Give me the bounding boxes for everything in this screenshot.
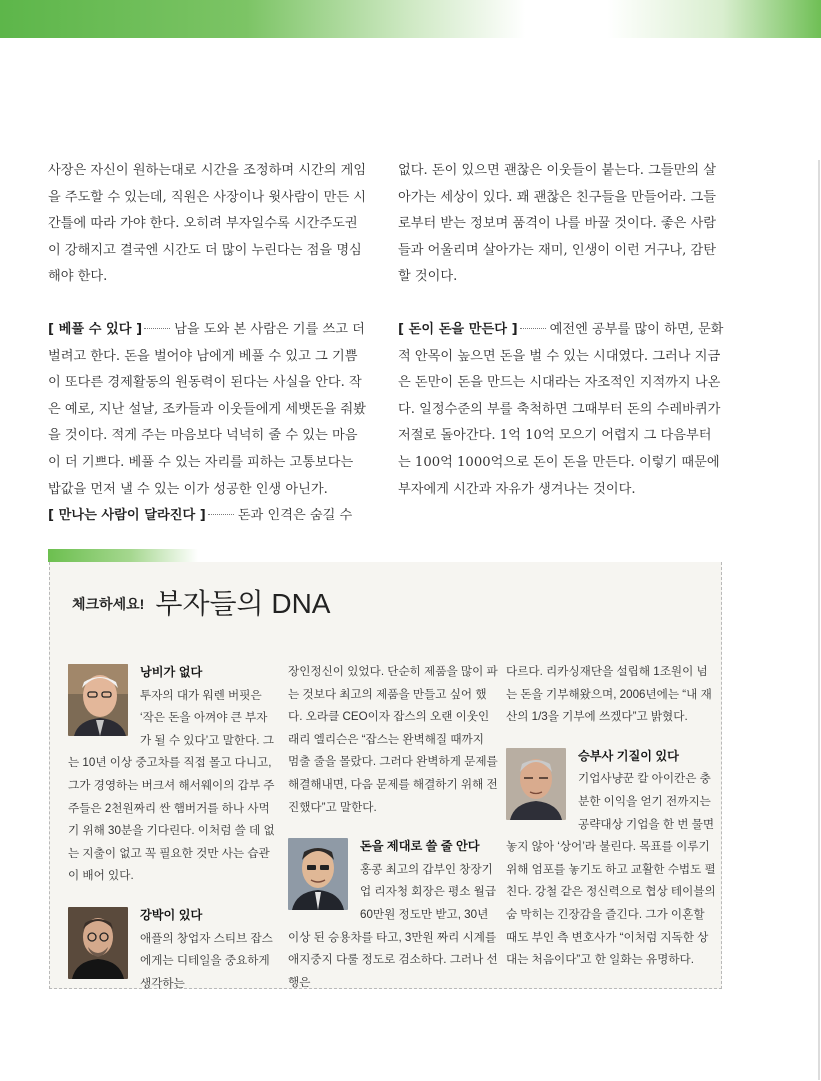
section-text: 남을 도와 본 사람은 기를 쓰고 더 벌려고 한다. 돈을 벌어야 남에게 베풀 수 있고 그 기쁨이 또다른 경제활동의 원동력이 된다는 사실을 안다. 작은 예로, 지난 설날, 조카들과 이웃들에게 세뱃돈을 줘봤을 것이다. 적게 주는 마음보다 넉넉히 줄 수 있는 마음이 더 기쁘다. 베풀 수 있는 자리를 피하는 고통보다는 밥값을 먼저 낼 수 있는 이가 성공한 인생 아닌가.: [48, 321, 366, 497]
page-edge-rule: [818, 160, 820, 1080]
top-accent-bar: [0, 0, 821, 38]
section-heading: [ 베풀 수 있다 ]: [48, 321, 143, 337]
box-item-text: 기업사냥꾼 칼 아이칸은 충분한 이익을 얻기 전까지는 공략대상 기업을 한 번 물면 놓지 않아 ‘상어’라 불린다. 목표를 이루기 위해 엄포를 놓기도 하고 교활한 수법도 펼친다. 강철 같은 정신력으로 협상 테이블의 숨 막히는 긴장감을 즐긴다. 그가 이혼할 때도 부인 측 변호사가 “이처럼 지독한 상대는 처음이다”고 한 일화는 유명하다.: [506, 772, 716, 967]
portrait-photo: [288, 838, 348, 910]
portrait-photo: [68, 664, 128, 736]
section-heading: [ 만나는 사람이 달라진다 ]: [48, 508, 206, 524]
portrait-photo: [68, 907, 128, 979]
box-column-1: [68, 661, 276, 995]
article-section: [398, 317, 724, 503]
box-item-text: 애플의 창업자 스티브 잡스에게는 디테일을 중요하게 생각하는: [140, 931, 273, 990]
article-paragraph: 없다. 돈이 있으면 괜찮은 이웃들이 붙는다. 그들만의 살아가는 세상이 있다. 꽤 괜찮은 친구들을 만들어라. 그들로부터 받는 정보며 품격이 나를 바꿀 것이다. 좋은 사람들과 어울리며 살아가는 재미, 인생이 이런 거구나, 감탄 할 것이다.: [398, 163, 716, 285]
article-right-column: [398, 158, 724, 503]
box-item-heading: 강박이 있다: [140, 907, 203, 922]
box-item-heading: 돈을 제대로 쓸 줄 안다: [360, 839, 480, 854]
box-item-continued: 장인정신이 있었다. 단순히 제품을 많이 파는 것보다 최고의 제품을 만들고 싶어 했다. 오라클 CEO이자 잡스의 오랜 이웃인 래리 엘리슨은 “잡스는 완벽해질 때까지 멈출 줄을 몰랐다. 그러다 완벽하게 문제를 해결해내면, 다음 문제를 해결하기 위해 전진했다”고 말한다.: [288, 665, 498, 814]
box-item-continued: 다르다. 리카싱재단을 설립해 1조원이 넘는 돈을 기부해왔으며, 2006년에는 “내 재산의 1/3을 기부에 쓰겠다”고 밝혔다.: [506, 665, 712, 724]
sidebar-box: [49, 562, 722, 989]
box-column-2: [288, 661, 498, 994]
box-title: [72, 582, 330, 622]
section-text: 예전엔 공부를 많이 하면, 문화적 안목이 높으면 돈을 벌 수 있는 시대였다. 그러나 지금은 돈만이 돈을 만드는 시대라는 자조적인 지적까지 나온다. 일정수준의 부를 축척하면 그때부터 돈의 수레바퀴가 저절로 돌아간다. 1억 10억 모으기 어렵지 그 다음부터는 100억 1000억으로 돈이 돈을 만든다. 이렇기 때문에 부자에게 시간과 자유가 생겨나는 것이다.: [398, 321, 724, 497]
box-item-heading: 승부사 기질이 있다: [578, 748, 679, 763]
portrait-photo: [506, 748, 566, 820]
box-accent-tab: [48, 549, 198, 562]
box-title-small: 체크하세요!: [72, 596, 145, 612]
box-item-text: 홍콩 최고의 갑부인 창장기업 리자청 회장은 평소 월급 60만원 정도만 받고, 30년 이상 된 승용차를 타고, 3만원 짜리 시계를 애지중지 다룰 정도로 검소하다. 그러나 선행은: [288, 862, 498, 989]
section-heading: [ 돈이 돈을 만든다 ]: [398, 321, 518, 337]
section-text: 돈과 인격은 숨길 수: [237, 508, 353, 524]
box-item-heading: 낭비가 없다: [140, 665, 203, 679]
box-column-3: [506, 661, 718, 972]
article-paragraph: 사장은 자신이 원하는대로 시간을 조정하며 시간의 게임을 주도할 수 있는데, 직원은 사장이나 윗사람이 만든 시간틀에 따라 가야 한다. 오히려 부자일수록 시간주도권이 강해지고 결국엔 시간도 더 많이 누린다는 점을 명심해야 한다.: [48, 163, 367, 285]
article-section: [48, 503, 370, 530]
article-left-column: [48, 158, 370, 530]
box-item-text: 투자의 대가 워렌 버핏은 ‘작은 돈을 아껴야 큰 부자가 될 수 있다’고 말한다. 그는 10년 이상 중고차를 직접 몰고 다니고, 그가 경영하는 버크셔 해서웨이의 갑부 주주들은 2천원짜리 싼 햄버거를 하나 사먹기 위해 30분을 기다린다. 이처럼 쓸 데 없는 지출이 없고 꼭 필요한 것만 사는 습관이 배어 있다.: [68, 688, 275, 883]
article-section: [48, 317, 370, 503]
box-title-big: 부자들의 DNA: [155, 588, 331, 619]
